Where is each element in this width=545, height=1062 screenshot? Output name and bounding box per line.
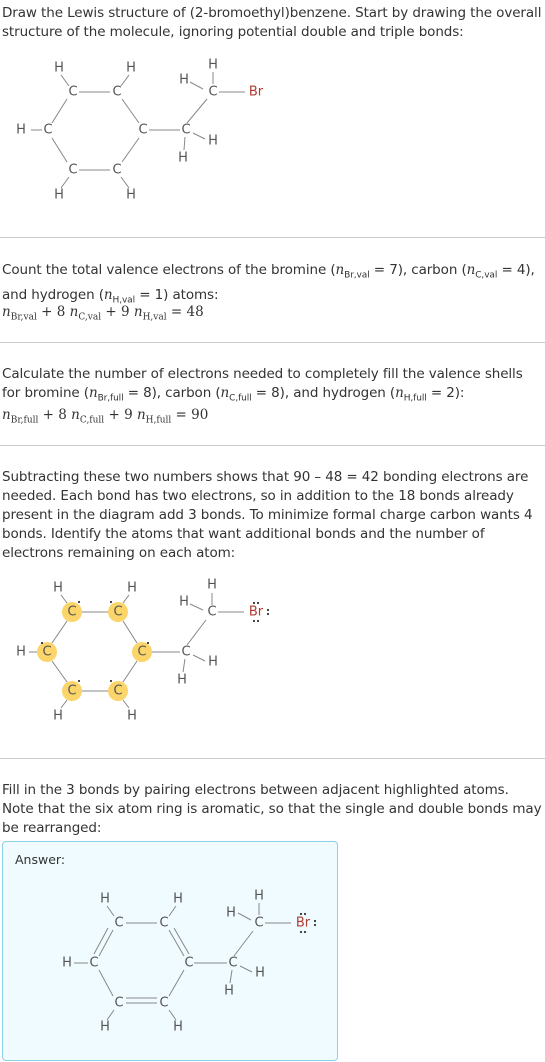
h-atom: H (208, 654, 218, 670)
h-atom: H (255, 965, 265, 981)
h-atom: H (207, 577, 217, 593)
h-atom: H (53, 708, 63, 724)
h-atom: H (54, 60, 64, 76)
h-atom: H (54, 187, 64, 203)
c-atom: C (184, 955, 194, 971)
br-atom: Br (248, 84, 264, 100)
c-atom: C (89, 955, 99, 971)
c-atom: C (254, 915, 264, 931)
h-atom: H (100, 1019, 110, 1035)
c-atom: C (181, 644, 191, 660)
c-atom: C (181, 122, 191, 138)
c-atom: C (113, 683, 123, 699)
h-atom: H (126, 187, 136, 203)
step2-rendered: Count the total valence electrons of the bromine $(n_{Br,val} = 7)$, carbon $(n_{C,val} = 4)$, and hydrogen $(n_{H,val} = 1)$ atoms: (2, 262, 535, 306)
c-atom: C (67, 683, 77, 699)
h-atom: H (126, 60, 136, 76)
h-atom: H (16, 644, 26, 660)
c-atom: C (42, 644, 52, 660)
br-atom: Br (295, 915, 311, 931)
c-atom: C (159, 915, 169, 931)
c-atom: C (207, 604, 217, 620)
step5-text: Fill in the 3 bonds by pairing electrons between adjacent highlighted atoms. Note that the six atom ring is aromatic, so that the single and double bonds may be rearranged: (2, 782, 542, 836)
h-atom: H (254, 888, 264, 904)
c-atom: C (228, 955, 238, 971)
c-atom: C (43, 122, 53, 138)
h-atom: H (53, 580, 63, 596)
answer-label: Answer: (15, 852, 66, 867)
c-atom: C (114, 995, 124, 1011)
step1-text: Draw the Lewis structure of (2-bromoethyl)benzene. Start by drawing the overall structure of the molecule, ignoring potential double and triple bonds: (2, 5, 542, 40)
c-atom: C (67, 604, 77, 620)
h-atom: H (62, 955, 72, 971)
c-atom: C (68, 162, 78, 178)
c-atom: C (159, 995, 169, 1011)
c-atom: C (138, 122, 148, 138)
h-atom: H (226, 905, 236, 921)
c-atom: C (113, 604, 123, 620)
c-atom: C (137, 644, 147, 660)
h-atom: H (16, 122, 26, 138)
h-atom: H (100, 891, 110, 907)
h-atom: H (177, 672, 187, 688)
br-atom: Br (248, 604, 264, 620)
step2-formula: $n_{Br,val} + 8$ $n_{C,val} + 9$ $n_{H,val} = 48$ (2, 304, 204, 323)
step3-formula: $n_{Br,full} + 8$ $n_{C,full} + 9$ $n_{H,full} = 90$ (2, 407, 209, 426)
c-atom: C (68, 84, 78, 100)
final-structure-diagram (1, 1, 337, 1062)
h-atom: H (179, 594, 189, 610)
c-atom: C (208, 84, 218, 100)
step3-text: Calculate the number of electrons needed to completely fill the valence shells for bromine $(n_{Br,full} = 8)$, carbon $(n_{C,full} = 8)$, and hydrogen $(n_{H,full} = 2)$: (2, 366, 523, 404)
h-atom: H (178, 150, 188, 166)
h-atom: H (173, 1019, 183, 1035)
answer-box (2, 841, 338, 1061)
c-atom: C (112, 84, 122, 100)
h-atom: H (173, 891, 183, 907)
h-atom: H (127, 708, 137, 724)
h-atom: H (127, 580, 137, 596)
c-atom: C (114, 915, 124, 931)
h-atom: H (208, 133, 218, 149)
h-atom: H (224, 983, 234, 999)
step4-text: Subtracting these two numbers shows that 90 – 48 = 42 bonding electrons are needed. Each bond has two electrons, so in addition to the 18 bonds already present in the diagram add 3 bonds. To minimize formal charge carbon wants 4 bonds. Identify the atoms that want additional bonds and the number of electrons remaining on each atom: (2, 469, 533, 561)
c-atom: C (112, 162, 122, 178)
h-atom: H (208, 57, 218, 73)
h-atom: H (179, 72, 189, 88)
